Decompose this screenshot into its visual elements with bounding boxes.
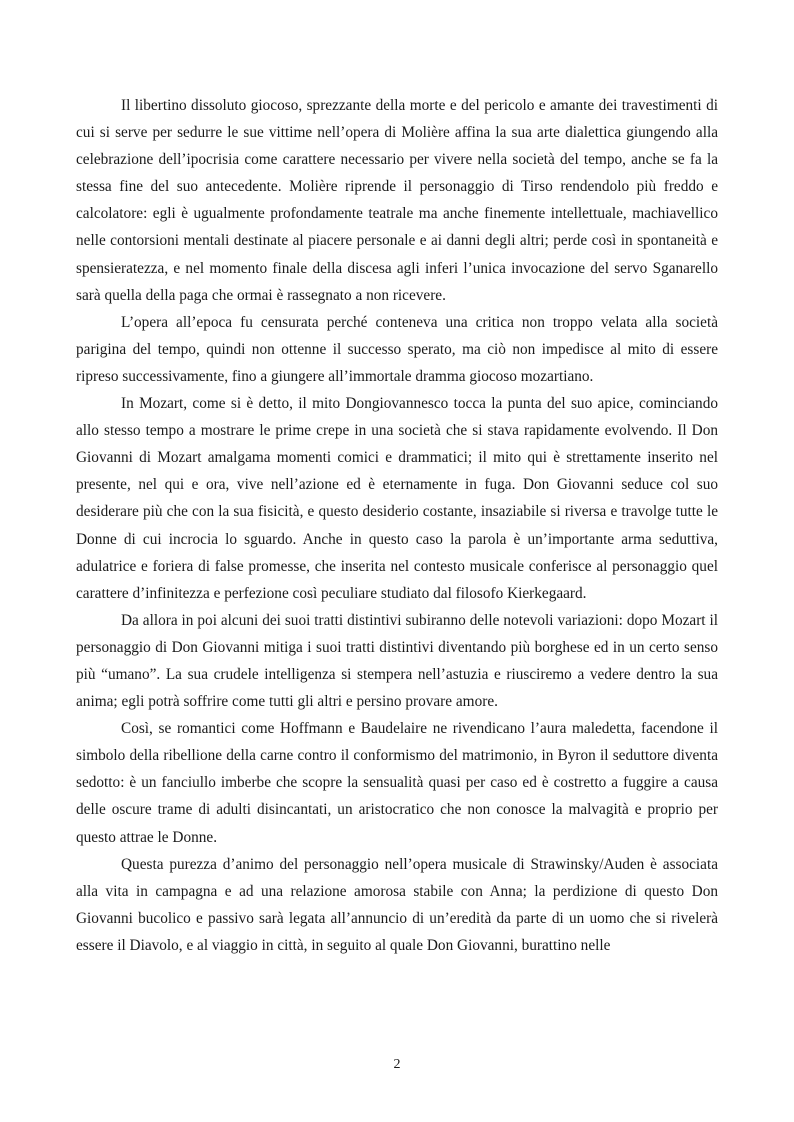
body-text — [76, 92, 718, 959]
page-number: 2 — [393, 1057, 401, 1072]
paragraph-moliere: Il libertino dissoluto giocoso, sprezzante della morte e del pericolo e amante dei travestimenti di cui si serve per sedurre le sue vittime nell’opera di Molière affina la sua arte dialettica giungendo alla celebrazione dell’ipocrisia come carattere necessario per vivere nella società del tempo, anche se fa la stessa fine del suo antecedente. Molière riprende il personaggio di Tirso rendendolo più freddo e calcolatore: egli è ugualmente profondamente teatrale ma anche finemente intellettuale, machiavellico nelle contorsioni mentali destinate al piacere personale e ai danni degli altri; perde così in spontaneità e spensieratezza, e nel momento finale della discesa agli inferi l’unica invocazione del servo Sganarello sarà quella della paga che ormai è rassegnato a non ricevere. — [76, 97, 718, 304]
paragraph-censura: L’opera all’epoca fu censurata perché conteneva una critica non troppo velata alla società parigina del tempo, quindi non ottenne il successo sperato, ma ciò non impedisce al mito di essere ripreso successivamente, fino a giungere all’immortale dramma giocoso mozartiano. — [76, 313, 718, 385]
paragraph-romantici: Così, se romantici come Hoffmann e Baudelaire ne rivendicano l’aura maledetta, facendone il simbolo della ribellione della carne contro il conformismo del matrimonio, in Byron il seduttore diventa sedotto: è un fanciullo imberbe che scopre la sensualità quasi per caso ed è costretto a fuggire a causa delle oscure trame di adulti disincantati, un aristocratico che non conosce la malvagità e proprio per questo attrae le Donne. — [76, 720, 718, 846]
paragraph-strawinsky: Questa purezza d’animo del personaggio nell’opera musicale di Strawinsky/Auden è associata alla vita in campagna e ad una relazione amorosa stabile con Anna; la perdizione di questo Don Giovanni bucolico e passivo sarà legata all’annuncio di un’eredità da parte di un uomo che si rivelerà essere il Diavolo, e al viaggio in città, in seguito al quale Don Giovanni, burattino nelle — [76, 855, 718, 954]
paragraph-variazioni: Da allora in poi alcuni dei suoi tratti distintivi subiranno delle notevoli variazioni: dopo Mozart il personaggio di Don Giovanni mitiga i suoi tratti distintivi diventando più borghese ed in un certo senso più “umano”. La sua crudele intelligenza si stempera nell’astuzia e riusciremo a vedere dentro la sua anima; egli potrà soffrire come tutti gli altri e persino provare amore. — [76, 611, 718, 711]
paragraph-mozart: In Mozart, come si è detto, il mito Dongiovannesco tocca la punta del suo apice, cominciando allo stesso tempo a mostrare le prime crepe in una società che si stava rapidamente evolvendo. Il Don Giovanni di Mozart amalgama momenti comici e drammatici; il mito qui è strettamente inserito nel presente, nel qui e ora, vive nell’azione ed è eternamente in fuga. Don Giovanni seduce col suo desiderare più che con la sua fisicità, e questo desiderio costante, insaziabile si riversa e travolge tutte le Donne di cui incrocia lo sguardo. Anche in questo caso la parola è un’importante arma seduttiva, adulatrice e foriera di false promesse, che inserita nel contesto musicale conferisce al personaggio quel carattere d’infinitezza e perfezione così peculiare studiato dal filosofo Kierkegaard. — [76, 395, 718, 602]
